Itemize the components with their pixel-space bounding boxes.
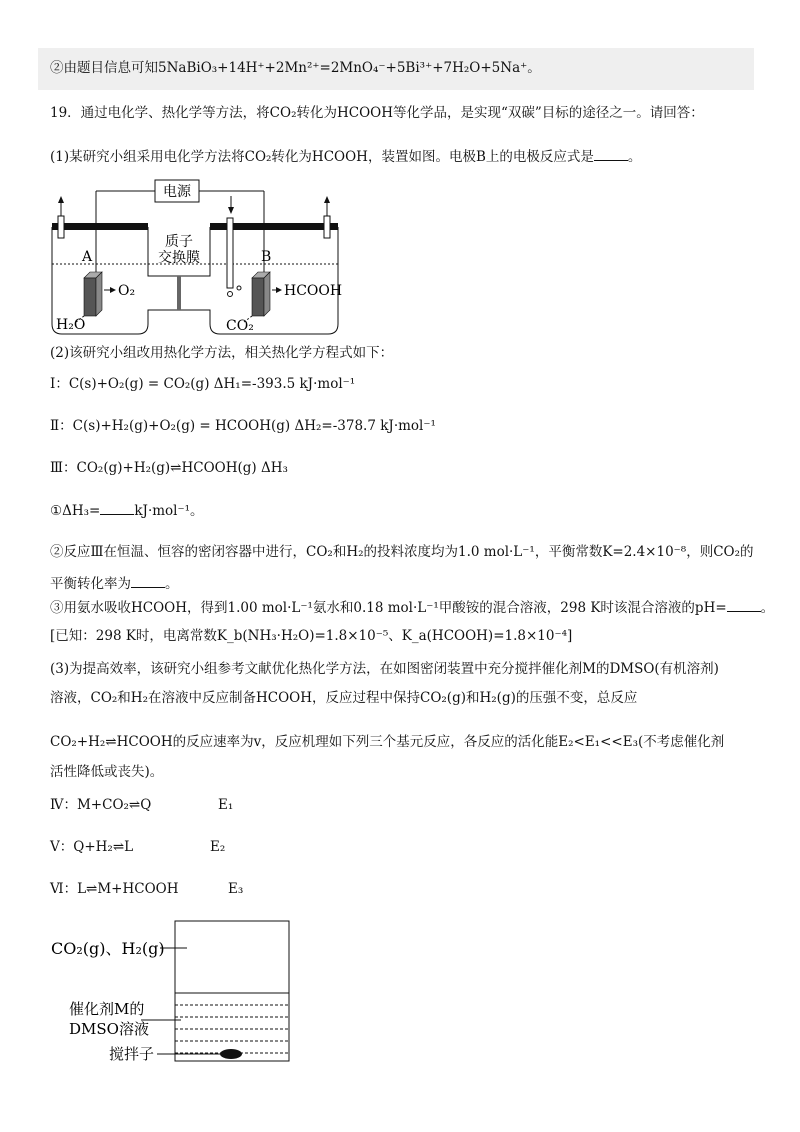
question-3-line-4: 活性降低或丧失)。 (50, 764, 164, 780)
previous-answer-line: ②由题目信息可知5NaBiO₃+14H⁺+2Mn²⁺=2MnO₄⁻+5Bi³⁺+7H₂O+5Na⁺。 (50, 60, 541, 76)
o2-label: O₂ (118, 283, 136, 299)
question-1-text: (1)某研究小组采用电化学方法将CO₂转化为HCOOH，装置如图。电极B上的电极反应式是 (50, 149, 594, 165)
membrane-label-1: 质子 (165, 234, 193, 250)
catalyst-label-2: DMSO溶液 (69, 1020, 149, 1038)
question-2-intro: (2)该研究小组改用热化学方法，相关热化学方程式如下： (50, 345, 394, 361)
question-2-3 (50, 597, 774, 618)
question-3-line-2: 溶液，CO₂和H₂在溶液中反应制备HCOOH，反应过程中保持CO₂(g)和H₂(g)的压强不变，总反应 (50, 690, 638, 706)
question-1-prompt (50, 146, 641, 167)
activation-energy-e3: E₃ (228, 881, 244, 897)
stirrer-label: 搅拌子 (109, 1045, 155, 1063)
question-2-1-unit: kJ·mol⁻¹。 (134, 503, 204, 519)
gas-label: CO₂(g)、H₂(g) (51, 939, 165, 958)
question-2-2: ②反应Ⅲ在恒温、恒容的密闭容器中进行，CO₂和H₂的投料浓度均为1.0 mol·L⁻¹，平衡常数K=2.4×10⁻⁸，则CO₂的 (50, 544, 754, 560)
answer-blank (727, 597, 761, 612)
mechanism-step-5: Ⅴ：Q+H₂⇌L (50, 839, 134, 855)
mechanism-step-6: Ⅵ：L⇌M+HCOOH (50, 881, 179, 897)
question-1-end: 。 (627, 149, 642, 165)
question-2-2-end: 。 (165, 576, 179, 592)
membrane-label-2: 交换膜 (158, 250, 200, 266)
activation-energy-e1: E₁ (218, 797, 234, 813)
question-2-3-text: ③用氨水吸收HCOOH，得到1.00 mol·L⁻¹氨水和0.18 mol·L⁻¹甲酸铵的混合溶液，298 K时该混合溶液的pH= (50, 600, 727, 616)
sealed-vessel-diagram (45, 916, 305, 1066)
catalyst-label-1: 催化剂M的 (69, 1000, 145, 1018)
question-2-1 (50, 500, 204, 521)
question-19-stem: 19．通过电化学、热化学等方法，将CO₂转化为HCOOH等化学品，是实现“双碳”目标的途径之一。请回答： (50, 105, 704, 121)
mechanism-step-4: Ⅳ：M+CO₂⇌Q (50, 797, 152, 813)
question-2-2-text: 平衡转化率为 (50, 576, 131, 592)
hcooh-label: HCOOH (284, 283, 343, 299)
question-2-2-cont (50, 573, 179, 594)
answer-blank (594, 146, 628, 161)
answer-blank (131, 573, 165, 588)
question-3-line-3: CO₂+H₂⇌HCOOH的反应速率为v，反应机理如下列三个基元反应，各反应的活化能E₂<E₁<<E₃(不考虑催化剂 (50, 734, 725, 750)
question-3-line-1: (3)为提高效率，该研究小组参考文献优化热化学方法，在如图密闭装置中充分搅拌催化剂M的DMSO(有机溶剂) (50, 661, 719, 677)
electrode-b-label: B (261, 249, 272, 265)
power-supply-label: 电源 (163, 184, 191, 200)
known-constants: [已知：298 K时，电离常数K_b(NH₃·H₂O)=1.8×10⁻⁵、K_a(HCOOH)=1.8×10⁻⁴] (50, 628, 573, 644)
equation-2: Ⅱ：C(s)+H₂(g)+O₂(g) = HCOOH(g) ΔH₂=-378.7 kJ·mol⁻¹ (50, 418, 436, 434)
equation-1: Ⅰ：C(s)+O₂(g) = CO₂(g) ΔH₁=-393.5 kJ·mol⁻¹ (50, 376, 356, 392)
question-2-1-text: ①ΔH₃= (50, 503, 101, 519)
question-2-3-end: 。 (760, 600, 775, 616)
co2-label: CO₂ (226, 318, 254, 334)
answer-blank (100, 500, 134, 515)
h2o-label: H₂O (56, 317, 86, 333)
electrolysis-cell-diagram (40, 172, 360, 342)
activation-energy-e2: E₂ (210, 839, 226, 855)
equation-3: Ⅲ：CO₂(g)+H₂(g)⇌HCOOH(g) ΔH₃ (50, 460, 288, 476)
electrode-a-label: A (82, 249, 93, 265)
